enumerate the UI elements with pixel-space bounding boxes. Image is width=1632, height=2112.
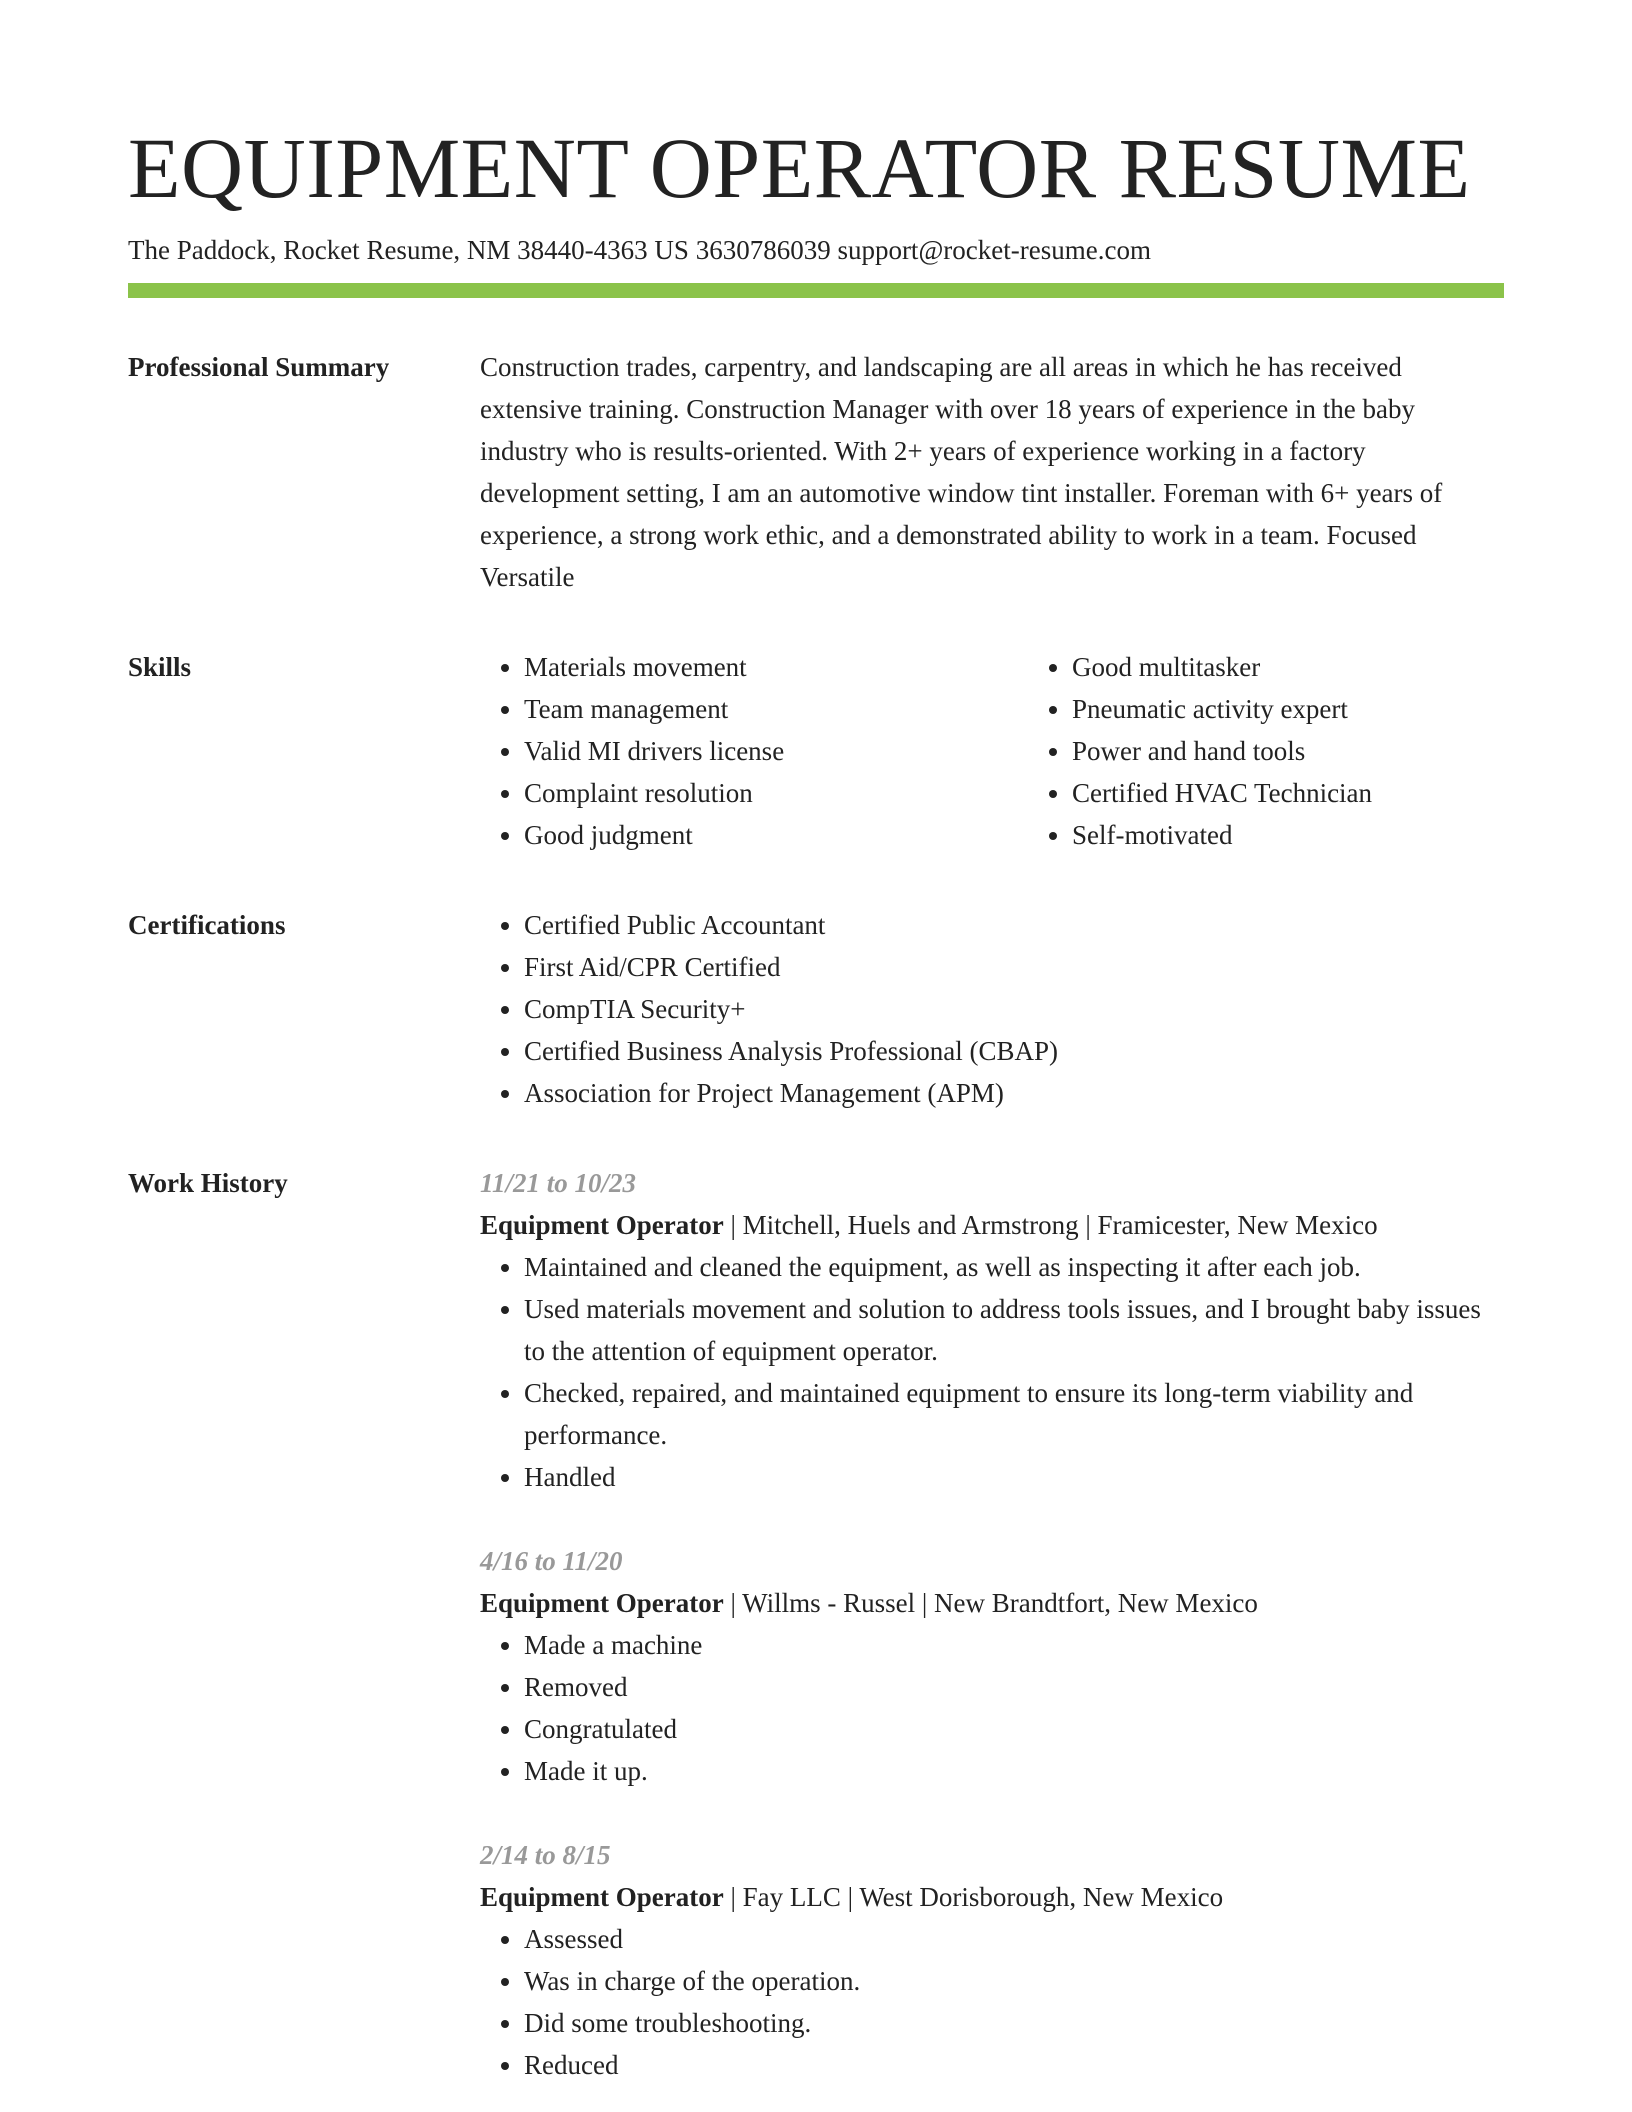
job-dates: 11/21 to 10/23 bbox=[480, 1168, 637, 1198]
job-duty: • Checked, repaired, and maintained equipment to ensure its long-term viability and performance. bbox=[524, 1372, 1504, 1456]
skill-item: • Complaint resolution bbox=[524, 772, 1028, 814]
job-title: Equipment Operator bbox=[480, 1588, 724, 1618]
job-duty: • Used materials movement and solution to address tools issues, and I brought baby issues to the attention of equipment operator. bbox=[524, 1288, 1504, 1372]
accent-divider bbox=[128, 283, 1504, 298]
job-duties-list bbox=[480, 1624, 1504, 1792]
job-duty: • Was in charge of the operation. bbox=[524, 1960, 1504, 2002]
certifications-content bbox=[480, 904, 1504, 1114]
contact-address: The Paddock, Rocket Resume, NM 38440-4363 US bbox=[128, 235, 689, 265]
job-heading bbox=[480, 1876, 1504, 1918]
job-entry bbox=[480, 1540, 1504, 1792]
section-label-work-history: Work History bbox=[128, 1168, 288, 1198]
skills-content bbox=[480, 646, 1576, 856]
skill-item: • Self-motivated bbox=[1072, 814, 1576, 856]
section-label-skills: Skills bbox=[128, 652, 192, 682]
job-title: Equipment Operator bbox=[480, 1210, 724, 1240]
job-dates: 2/14 to 8/15 bbox=[480, 1840, 611, 1870]
section-label-certifications: Certifications bbox=[128, 910, 286, 940]
job-heading bbox=[480, 1204, 1504, 1246]
certification-item: • Association for Project Management (APM) bbox=[524, 1072, 1504, 1114]
certifications-section bbox=[128, 904, 1504, 1114]
contact-line bbox=[128, 232, 1504, 268]
skills-section bbox=[128, 646, 1504, 856]
job-duties-list bbox=[480, 1246, 1504, 1498]
skill-item: • Certified HVAC Technician bbox=[1072, 772, 1576, 814]
summary-text: Construction trades, carpentry, and landscaping are all areas in which he has received extensive training. Construction Manager with over 18 years of experience in the baby industry who is results-oriented. With 2+ years of experience working in a factory development setting, I am an automotive window tint installer. Foreman with 6+ years of experience, a strong work ethic, and a demonstrated ability to work in a team. Focused Versatile bbox=[480, 352, 1443, 592]
skill-item: • Team management bbox=[524, 688, 1028, 730]
job-employer-location: | Willms - Russel | New Brandtfort, New Mexico bbox=[723, 1588, 1258, 1618]
certification-item: • First Aid/CPR Certified bbox=[524, 946, 1504, 988]
job-duty: • Handled bbox=[524, 1456, 1504, 1498]
job-duty: • Reduced bbox=[524, 2044, 1504, 2086]
skill-item: • Pneumatic activity expert bbox=[1072, 688, 1576, 730]
skills-list-left bbox=[480, 646, 1028, 856]
certification-item: • Certified Business Analysis Professional (CBAP) bbox=[524, 1030, 1504, 1072]
job-duty: • Congratulated bbox=[524, 1708, 1504, 1750]
certification-item: • CompTIA Security+ bbox=[524, 988, 1504, 1030]
job-duty: • Made a machine bbox=[524, 1624, 1504, 1666]
job-duty: • Made it up. bbox=[524, 1750, 1504, 1792]
skills-list-right bbox=[1028, 646, 1576, 856]
skill-item: • Good judgment bbox=[524, 814, 1028, 856]
skill-item: • Materials movement bbox=[524, 646, 1028, 688]
certifications-list bbox=[480, 904, 1504, 1114]
skill-item: • Good multitasker bbox=[1072, 646, 1576, 688]
skill-item: • Power and hand tools bbox=[1072, 730, 1576, 772]
job-title: Equipment Operator bbox=[480, 1882, 724, 1912]
contact-phone: 3630786039 bbox=[695, 235, 831, 265]
job-duty: • Did some troubleshooting. bbox=[524, 2002, 1504, 2044]
contact-email: support@rocket-resume.com bbox=[837, 235, 1151, 265]
job-entry bbox=[480, 1162, 1504, 1498]
skill-item: • Valid MI drivers license bbox=[524, 730, 1028, 772]
summary-section bbox=[128, 346, 1504, 598]
section-label-summary: Professional Summary bbox=[128, 352, 390, 382]
job-dates: 4/16 to 11/20 bbox=[480, 1546, 623, 1576]
job-duty: • Assessed bbox=[524, 1918, 1504, 1960]
work-history-section bbox=[128, 1162, 1504, 2086]
job-duty: • Maintained and cleaned the equipment, as well as inspecting it after each job. bbox=[524, 1246, 1504, 1288]
certification-item: • Certified Public Accountant bbox=[524, 904, 1504, 946]
resume-page bbox=[128, 0, 1504, 2086]
job-employer-location: | Mitchell, Huels and Armstrong | Framicester, New Mexico bbox=[723, 1210, 1378, 1240]
job-employer-location: | Fay LLC | West Dorisborough, New Mexico bbox=[723, 1882, 1224, 1912]
summary-content bbox=[480, 346, 1504, 598]
job-entry bbox=[480, 1834, 1504, 2086]
work-history-content bbox=[480, 1162, 1504, 2086]
job-duties-list bbox=[480, 1918, 1504, 2086]
job-heading bbox=[480, 1582, 1504, 1624]
job-duty: • Removed bbox=[524, 1666, 1504, 1708]
resume-title: EQUIPMENT OPERATOR RESUME bbox=[128, 120, 1471, 216]
